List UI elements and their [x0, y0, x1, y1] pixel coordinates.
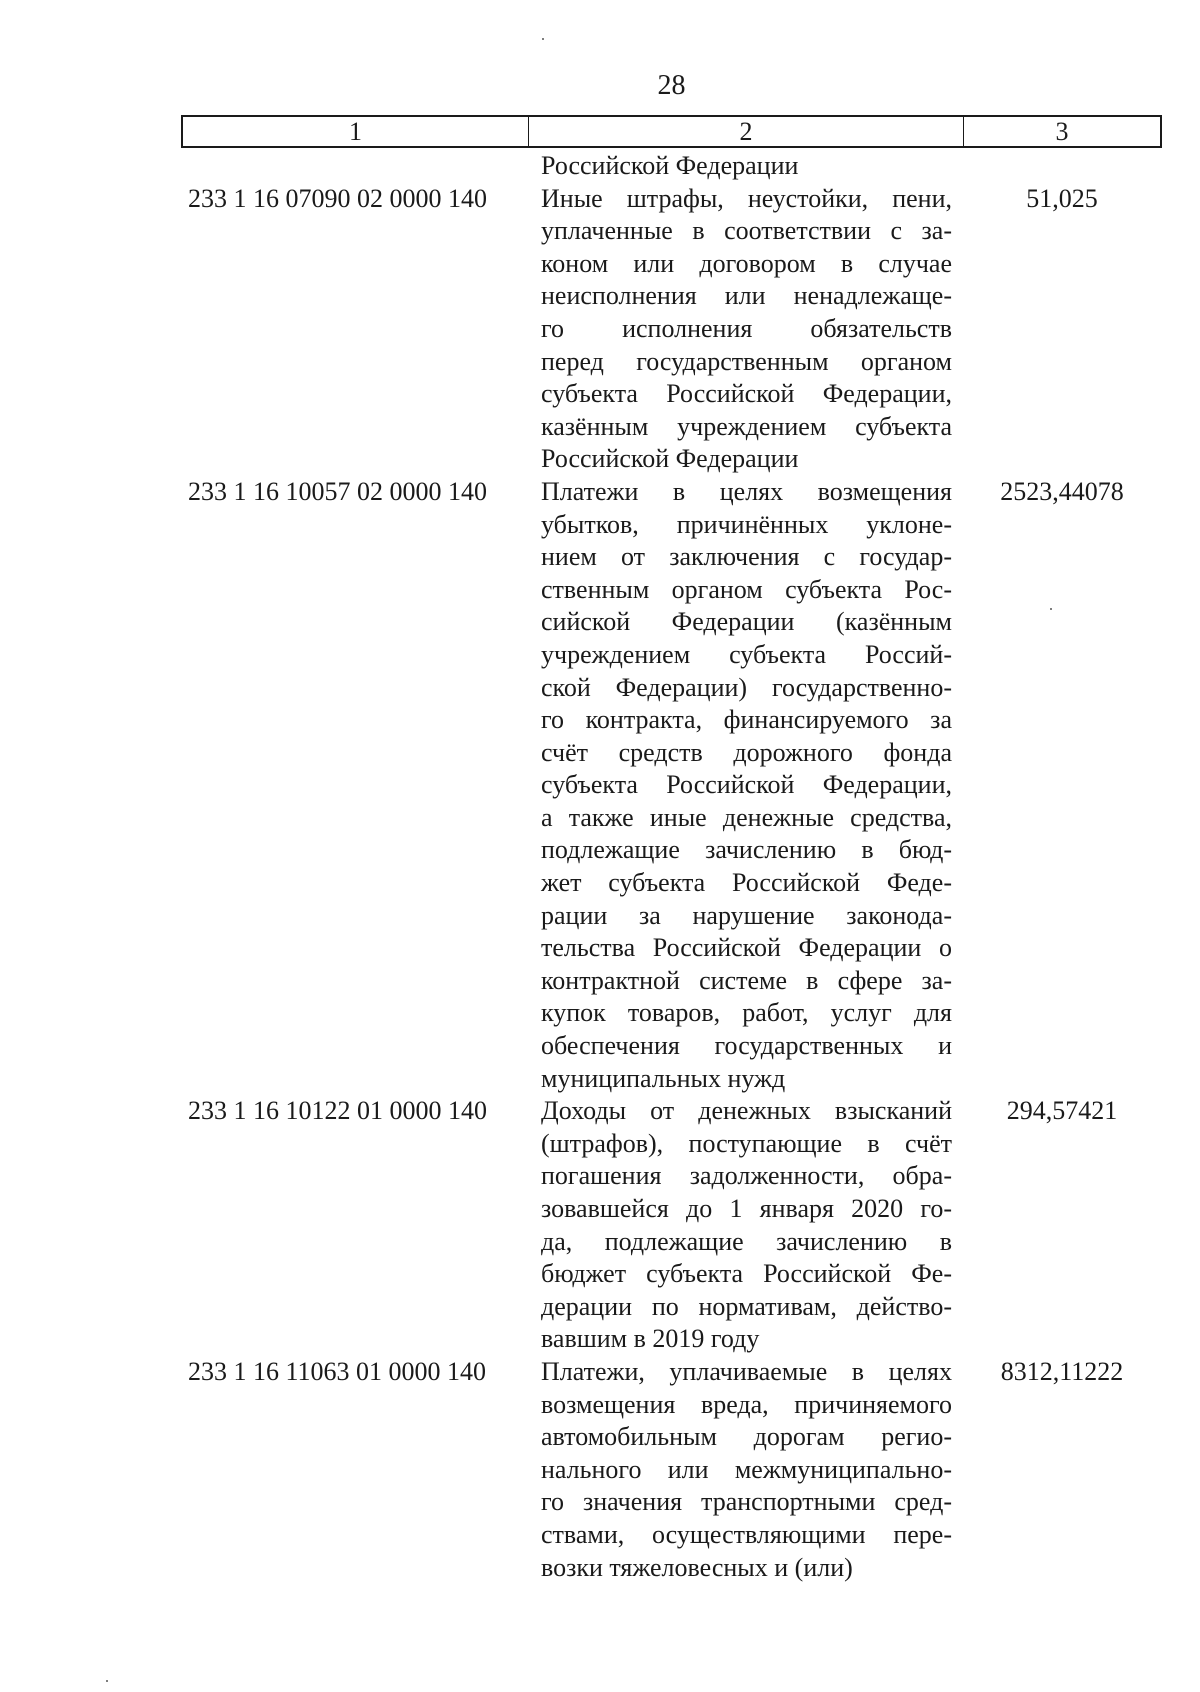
description-line: возки тяжеловесных и (или) [541, 1552, 853, 1582]
scan-speck [1050, 608, 1052, 610]
description-line: вавшим в 2019 году [541, 1324, 760, 1354]
row-amount: 2523,44078 [1000, 476, 1124, 506]
row-amount: 51,025 [1026, 183, 1098, 213]
scan-speck [106, 1680, 108, 1682]
description-line: сийской Федерации (казённым [541, 607, 952, 637]
description-line: погашения задолженности, обра- [541, 1161, 952, 1191]
description-line: ствами, осуществляющими пере- [541, 1519, 952, 1549]
table-header [181, 115, 1162, 148]
description-line: автомобильным дорогам регио- [541, 1422, 952, 1452]
scan-speck [542, 38, 544, 40]
description-line: купок товаров, работ, услуг для [541, 998, 952, 1028]
row-code: 233 1 16 10057 02 0000 140 [188, 476, 487, 506]
description-line: (штрафов), поступающие в счёт [541, 1128, 952, 1158]
description-line: счёт средств дорожного фонда [541, 737, 952, 767]
description-line: обеспечения государственных и [541, 1031, 952, 1061]
description-line: да, подлежащие зачислению в [541, 1226, 952, 1256]
row-description [541, 1095, 952, 1356]
description-line: Платежи, уплачиваемые в целях [541, 1356, 952, 1386]
description-line: го значения транспортными сред- [541, 1487, 952, 1517]
description-line: неисполнения или ненадлежаще- [541, 281, 952, 311]
description-line: убытков, причинённых уклоне- [541, 509, 952, 539]
description-line: Платежи в целях возмещения [541, 476, 952, 506]
description-line: контрактной системе в сфере за- [541, 965, 952, 995]
description-line: тельства Российской Федерации о [541, 933, 952, 963]
description-line: коном или договором в случае [541, 248, 952, 278]
header-col-3: 3 [1055, 117, 1069, 146]
description-line: Российской Федерации [541, 444, 799, 474]
table-row [0, 1356, 1200, 1584]
table-body [0, 150, 1200, 1584]
description-line: рации за нарушение законода- [541, 900, 952, 930]
row-code: 233 1 16 10122 01 0000 140 [188, 1096, 487, 1126]
description-line: ской Федерации) государственно- [541, 672, 952, 702]
row-code: 233 1 16 07090 02 0000 140 [188, 183, 487, 213]
row-description [541, 476, 952, 1095]
description-line: Иные штрафы, неустойки, пени, [541, 183, 952, 213]
row-amount: 8312,11222 [1000, 1356, 1124, 1386]
row-description [541, 183, 952, 476]
header-col-1: 1 [183, 117, 529, 146]
row-description [541, 1356, 952, 1584]
header-col-2: 2 [529, 117, 964, 146]
description-line: дерации по нормативам, действо- [541, 1291, 952, 1321]
description-line: нального или межмуниципально- [541, 1454, 952, 1484]
description-line: учреждением субъекта Россий- [541, 639, 952, 669]
description-line: го контракта, финансируемого за [541, 705, 952, 735]
description-line: го исполнения обязательств [541, 313, 952, 343]
page-number: 28 [657, 70, 686, 101]
description-line: субъекта Российской Федерации, [541, 770, 952, 800]
row-code: 233 1 16 11063 01 0000 140 [188, 1356, 487, 1386]
description-line: бюджет субъекта Российской Фе- [541, 1259, 952, 1289]
description-line: уплаченные в соответствии с за- [541, 216, 952, 246]
description-line: возмещения вреда, причиняемого [541, 1389, 952, 1419]
description-line: муниципальных нужд [541, 1063, 786, 1093]
description-line: субъекта Российской Федерации, [541, 379, 952, 409]
table-row [0, 476, 1200, 1095]
description-line: зовавшейся до 1 января 2020 го- [541, 1194, 952, 1223]
description-line: подлежащие зачислению в бюд- [541, 835, 952, 865]
description-line: перед государственным органом [541, 346, 952, 376]
description-line: Доходы от денежных взысканий [541, 1096, 952, 1126]
table-row [0, 183, 1200, 476]
description-line: жет субъекта Российской Феде- [541, 868, 952, 898]
description-line: нием от заключения с государ- [541, 542, 952, 572]
description-line: ственным органом субъекта Рос- [541, 574, 952, 604]
table-row [0, 1095, 1200, 1356]
description-line: а также иные денежные средства, [541, 802, 952, 832]
continuation-text: Российской Федерации [541, 151, 799, 180]
row-amount: 294,57421 [1006, 1096, 1118, 1126]
description-line: казённым учреждением субъекта [541, 411, 952, 441]
